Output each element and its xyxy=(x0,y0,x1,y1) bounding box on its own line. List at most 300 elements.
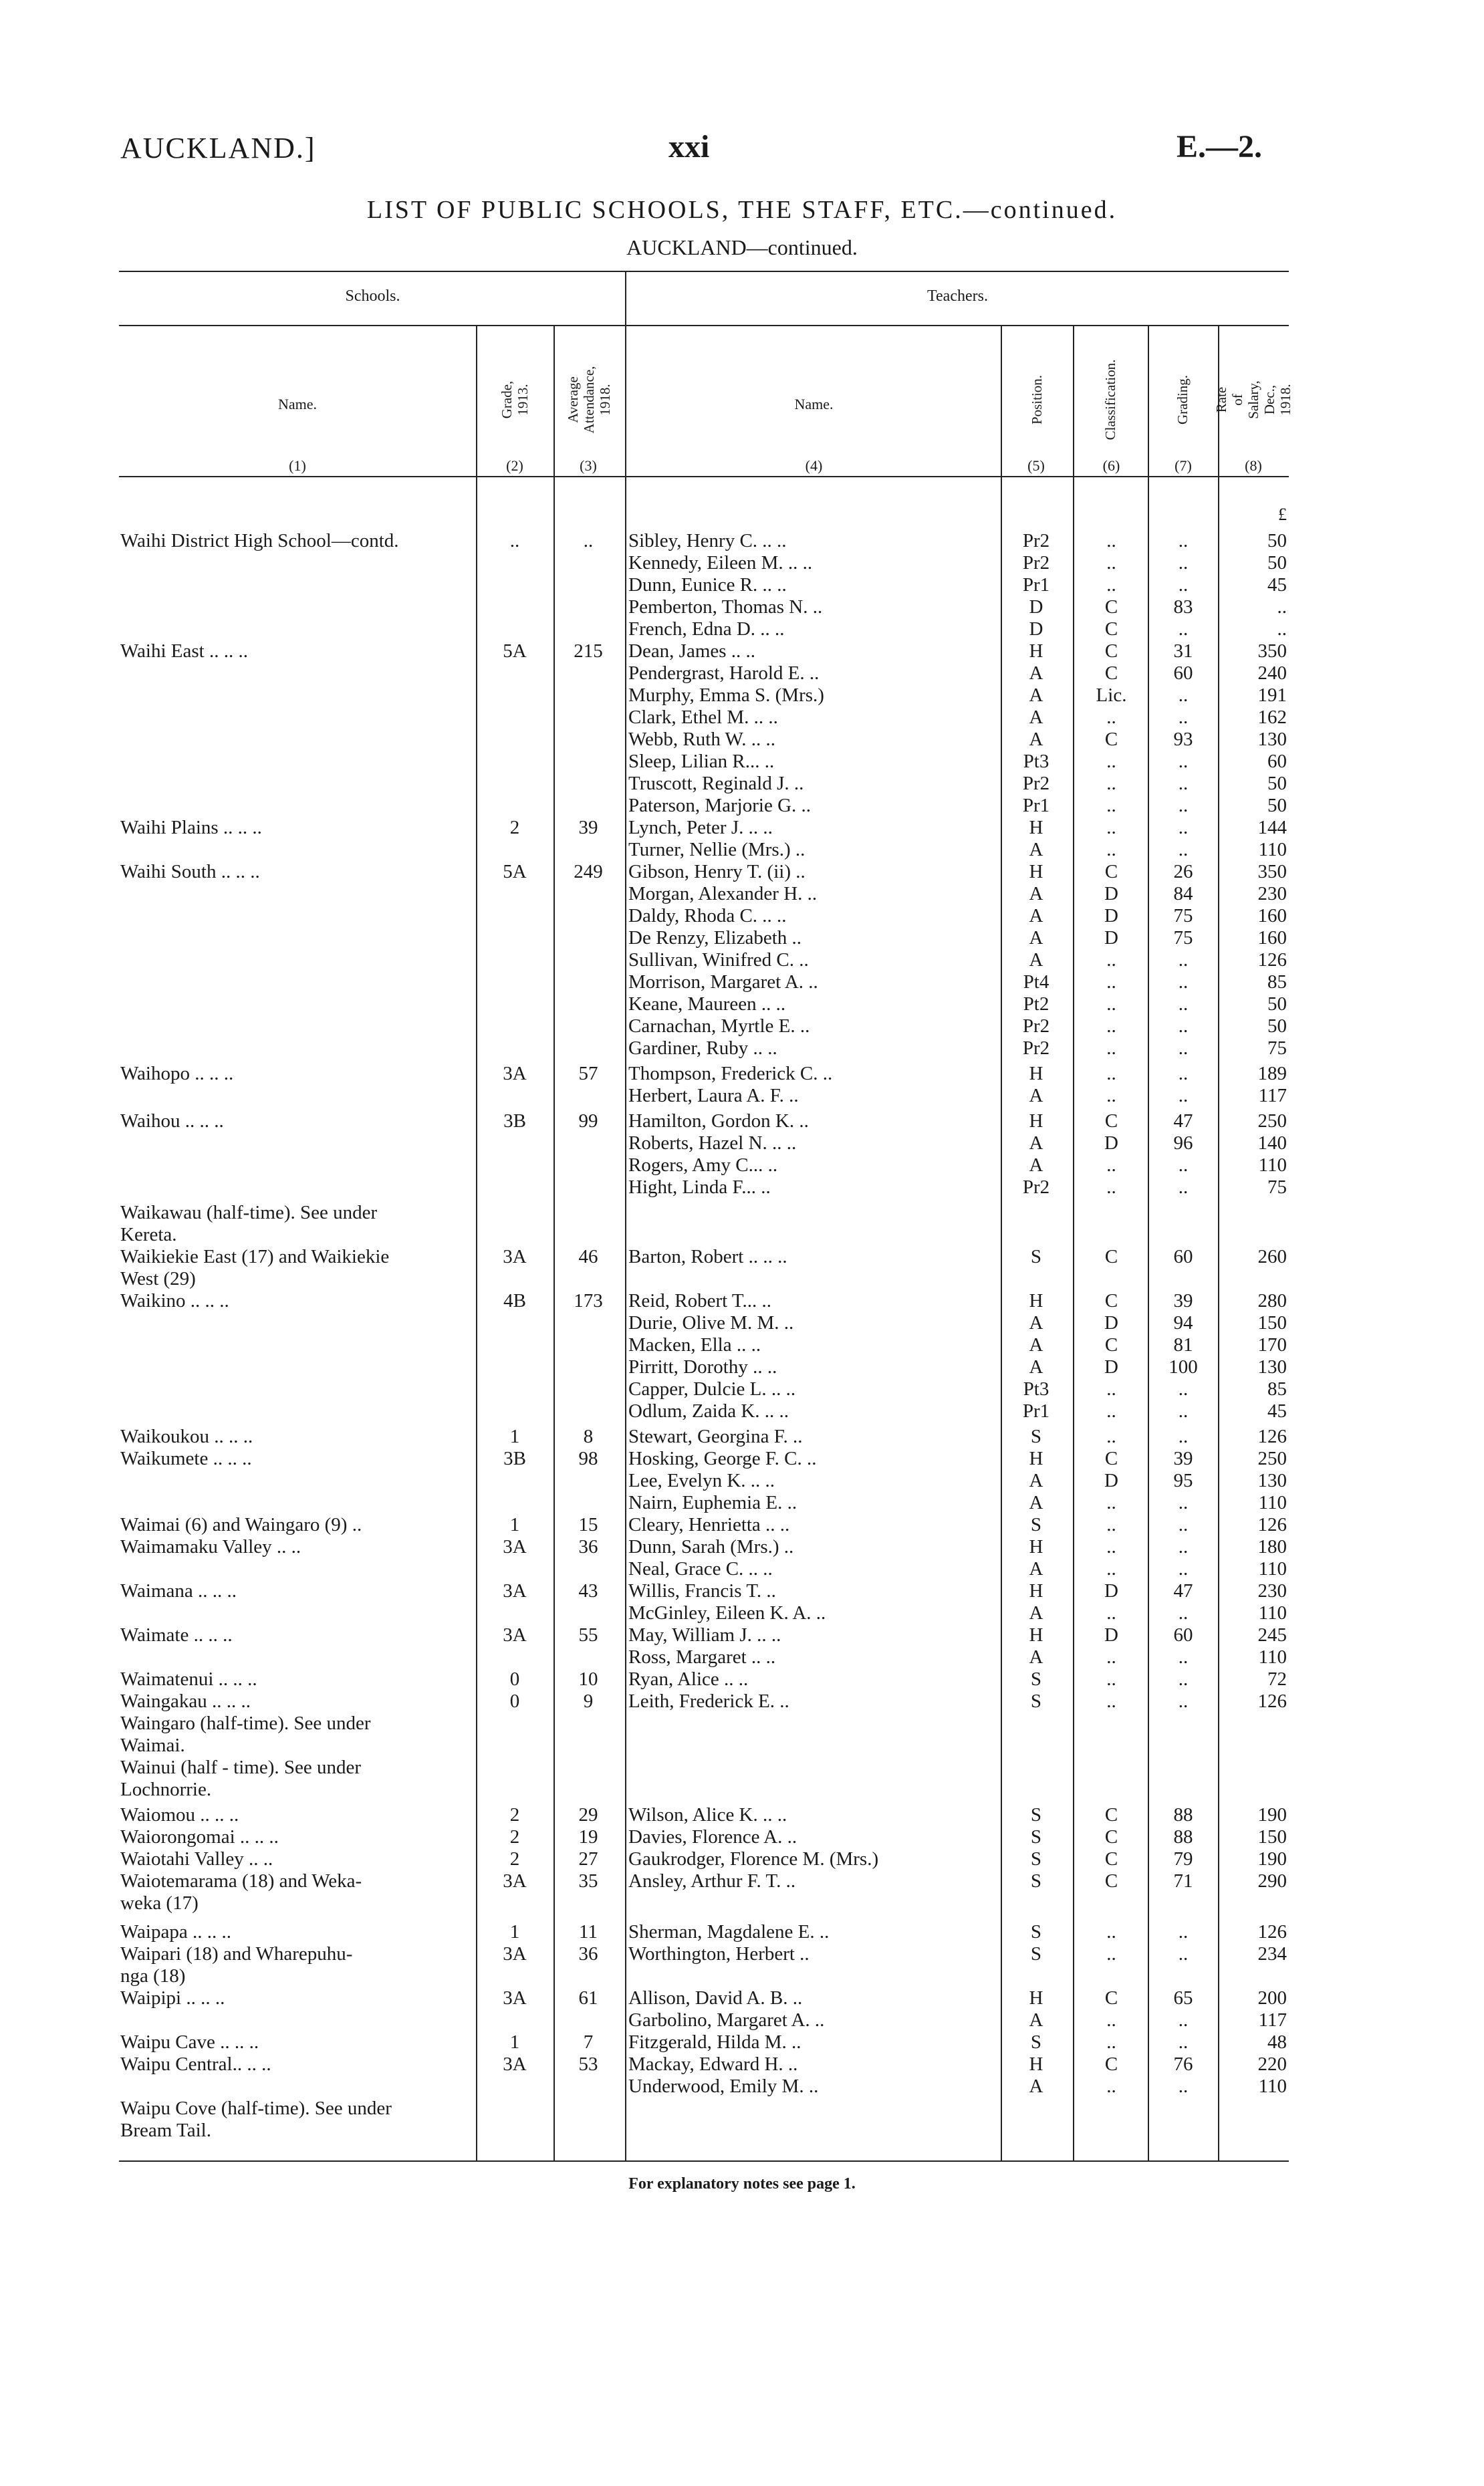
table-row xyxy=(0,1826,1484,1848)
table-row xyxy=(0,1987,1484,2009)
position-cell: H xyxy=(1029,1536,1043,1558)
position-cell: A xyxy=(1029,949,1043,971)
position-cell: Pr1 xyxy=(1022,795,1050,816)
grading-cell: .. xyxy=(1178,574,1189,596)
group-header-schools: Schools. xyxy=(345,287,400,305)
attendance-cell: 29 xyxy=(578,1804,598,1826)
grading-cell: .. xyxy=(1178,1154,1189,1176)
position-cell: A xyxy=(1029,1356,1043,1378)
position-cell: H xyxy=(1029,1580,1043,1602)
grading-cell: 75 xyxy=(1173,905,1193,926)
grading-cell: .. xyxy=(1178,839,1189,860)
grading-cell: .. xyxy=(1178,2031,1189,2053)
grade-cell: 2 xyxy=(509,817,520,838)
teacher-name-cell: Morrison, Margaret A. .. xyxy=(628,971,818,993)
school-name-cell: Waipipi .. .. .. xyxy=(120,1987,225,2009)
school-name-cell: Waingakau .. .. .. xyxy=(120,1691,251,1712)
salary-cell: 180 xyxy=(1257,1536,1287,1558)
teacher-name-cell: Rogers, Amy C... .. xyxy=(628,1154,778,1176)
table-row xyxy=(0,1176,1484,1199)
school-name-cell: Waipu Cove (half-time). See under xyxy=(120,2098,392,2119)
school-name-cell: Waikawau (half-time). See under xyxy=(120,1202,378,1223)
attendance-cell: 8 xyxy=(583,1426,594,1447)
position-cell: Pr2 xyxy=(1022,773,1050,794)
position-cell: A xyxy=(1029,1085,1043,1106)
grading-cell: 26 xyxy=(1173,861,1193,882)
school-name-cell: Waiotahi Valley .. .. xyxy=(120,1848,273,1870)
column-number: (8) xyxy=(1245,457,1262,474)
column-number: (4) xyxy=(805,457,823,474)
grading-cell: 94 xyxy=(1173,1312,1193,1334)
teacher-name-cell: Pirritt, Dorothy .. .. xyxy=(628,1356,777,1378)
grading-cell: .. xyxy=(1178,949,1189,971)
position-cell: H xyxy=(1029,1987,1043,2009)
column-header-teacher-name: Name. xyxy=(794,396,834,412)
grade-cell: 3A xyxy=(503,1624,527,1646)
grade-cell: 3B xyxy=(503,1110,526,1132)
table-row xyxy=(0,773,1484,795)
grading-cell: .. xyxy=(1178,552,1189,574)
school-name-cell: Waihi East .. .. .. xyxy=(120,640,248,662)
salary-cell: 50 xyxy=(1267,795,1287,816)
school-name-cell: Waikumete .. .. .. xyxy=(120,1448,252,1469)
grading-cell: 47 xyxy=(1173,1110,1193,1132)
position-cell: A xyxy=(1029,927,1043,949)
school-name-cell: Lochnorrie. xyxy=(120,1779,212,1800)
school-name-cell: Waikoukou .. .. .. xyxy=(120,1426,253,1447)
grade-cell: 5A xyxy=(503,640,527,662)
classification-cell: D xyxy=(1104,883,1118,904)
classification-cell: .. xyxy=(1106,1558,1116,1580)
table-row xyxy=(0,1037,1484,1060)
grading-cell: .. xyxy=(1178,1668,1189,1690)
grade-cell: 2 xyxy=(509,1848,520,1870)
position-cell: S xyxy=(1030,1943,1042,1965)
salary-cell: 48 xyxy=(1267,2031,1287,2053)
school-name-cell: Waiotemarama (18) and Weka- xyxy=(120,1870,362,1892)
salary-cell: 170 xyxy=(1257,1334,1287,1356)
teacher-name-cell: Sleep, Lilian R... .. xyxy=(628,751,775,772)
grade-cell: 3A xyxy=(503,1987,527,2009)
salary-cell: 190 xyxy=(1257,1848,1287,1870)
table-row xyxy=(0,618,1484,640)
attendance-cell: 215 xyxy=(574,640,603,662)
position-cell: A xyxy=(1029,707,1043,728)
classification-cell: .. xyxy=(1106,1378,1116,1400)
table-row xyxy=(0,1154,1484,1176)
classification-cell: Lic. xyxy=(1096,685,1127,706)
table-row xyxy=(0,685,1484,707)
classification-cell: D xyxy=(1104,1470,1118,1491)
table-row xyxy=(0,751,1484,773)
table-row xyxy=(0,1448,1484,1470)
classification-cell: D xyxy=(1104,1312,1118,1334)
classification-cell: .. xyxy=(1106,574,1116,596)
teacher-name-cell: Dunn, Sarah (Mrs.) .. xyxy=(628,1536,794,1558)
grading-cell: .. xyxy=(1178,2076,1189,2097)
grade-cell: 0 xyxy=(509,1668,520,1690)
position-cell: Pt4 xyxy=(1023,971,1049,993)
attendance-cell: 98 xyxy=(578,1448,598,1469)
classification-cell: .. xyxy=(1106,1176,1116,1198)
position-cell: S xyxy=(1030,1691,1042,1712)
teacher-name-cell: Kennedy, Eileen M. .. .. xyxy=(628,552,813,574)
grade-cell: .. xyxy=(509,530,520,551)
position-cell: A xyxy=(1029,1334,1043,1356)
grading-cell: 75 xyxy=(1173,927,1193,949)
teacher-name-cell: Hight, Linda F... .. xyxy=(628,1176,771,1198)
teacher-name-cell: Nairn, Euphemia E. .. xyxy=(628,1492,797,1513)
classification-cell: C xyxy=(1104,596,1118,618)
salary-cell: 150 xyxy=(1257,1826,1287,1848)
classification-cell: .. xyxy=(1106,1536,1116,1558)
classification-cell: C xyxy=(1104,1334,1118,1356)
position-cell: A xyxy=(1029,1154,1043,1176)
attendance-cell: 57 xyxy=(578,1063,598,1084)
grading-cell: 84 xyxy=(1173,883,1193,904)
classification-cell: .. xyxy=(1106,1154,1116,1176)
classification-cell: .. xyxy=(1106,751,1116,772)
grading-cell: .. xyxy=(1178,1536,1189,1558)
salary-cell: 117 xyxy=(1258,1085,1287,1106)
grading-cell: 93 xyxy=(1173,729,1193,750)
grading-cell: 39 xyxy=(1173,1290,1193,1312)
position-cell: A xyxy=(1029,839,1043,860)
column-number: (1) xyxy=(289,457,306,474)
grading-cell: .. xyxy=(1178,685,1189,706)
grading-cell: .. xyxy=(1178,1558,1189,1580)
position-cell: S xyxy=(1030,1870,1042,1892)
position-cell: A xyxy=(1029,1492,1043,1513)
teacher-name-cell: Odlum, Zaida K. .. .. xyxy=(628,1400,789,1422)
teacher-name-cell: Allison, David A. B. .. xyxy=(628,1987,803,2009)
teacher-name-cell: Ross, Margaret .. .. xyxy=(628,1646,776,1668)
salary-cell: 45 xyxy=(1267,1400,1287,1422)
attendance-cell: 10 xyxy=(578,1668,598,1690)
position-cell: Pr2 xyxy=(1022,552,1050,574)
salary-cell: 350 xyxy=(1257,640,1287,662)
grading-cell: .. xyxy=(1178,618,1189,640)
table-row xyxy=(0,1870,1484,1892)
table-row xyxy=(0,795,1484,817)
grading-cell: 88 xyxy=(1173,1826,1193,1848)
school-name-cell: Waikiekie East (17) and Waikiekie xyxy=(120,1246,390,1267)
document-code: E.—2. xyxy=(1177,129,1263,164)
salary-cell: 110 xyxy=(1258,2076,1287,2097)
salary-cell: 110 xyxy=(1258,1492,1287,1513)
grade-cell: 3A xyxy=(503,1063,527,1084)
salary-cell: 160 xyxy=(1257,927,1287,949)
teacher-name-cell: Keane, Maureen .. .. xyxy=(628,993,786,1015)
table-row xyxy=(0,1063,1484,1085)
teacher-name-cell: Paterson, Marjorie G. .. xyxy=(628,795,812,816)
classification-cell: C xyxy=(1104,1987,1118,2009)
school-name-cell: Waihi District High School—contd. xyxy=(120,530,399,551)
table-row xyxy=(0,1965,1484,1987)
school-name-cell: Waimana .. .. .. xyxy=(120,1580,237,1602)
salary-cell: 50 xyxy=(1267,993,1287,1015)
running-header-left: AUCKLAND.] xyxy=(120,132,316,164)
table-row xyxy=(0,1624,1484,1646)
classification-cell: .. xyxy=(1106,1646,1116,1668)
table-row xyxy=(0,707,1484,729)
table-row xyxy=(0,1400,1484,1422)
classification-cell: .. xyxy=(1106,1037,1116,1059)
salary-cell: 260 xyxy=(1257,1246,1287,1267)
grading-cell: .. xyxy=(1178,1514,1189,1535)
table-row xyxy=(0,729,1484,751)
classification-cell: .. xyxy=(1106,1492,1116,1513)
grading-cell: .. xyxy=(1178,1037,1189,1059)
school-name-cell: nga (18) xyxy=(120,1965,186,1987)
classification-cell: .. xyxy=(1106,817,1116,838)
table-row xyxy=(0,530,1484,552)
grading-cell: 60 xyxy=(1173,1246,1193,1267)
teacher-name-cell: Ryan, Alice .. .. xyxy=(628,1668,749,1690)
school-name-cell: Waiomou .. .. .. xyxy=(120,1804,239,1826)
classification-cell: .. xyxy=(1106,1514,1116,1535)
position-cell: A xyxy=(1029,729,1043,750)
table-row xyxy=(0,2031,1484,2054)
salary-cell: 240 xyxy=(1257,662,1287,684)
grade-cell: 5A xyxy=(503,861,527,882)
table-row xyxy=(0,1426,1484,1448)
column-number: (5) xyxy=(1027,457,1045,474)
classification-cell: .. xyxy=(1106,2009,1116,2031)
position-cell: A xyxy=(1029,1312,1043,1334)
classification-cell: .. xyxy=(1106,949,1116,971)
teacher-name-cell: Gibson, Henry T. (ii) .. xyxy=(628,861,806,882)
table-row xyxy=(0,1356,1484,1378)
classification-cell: .. xyxy=(1106,795,1116,816)
grading-cell: 65 xyxy=(1173,1987,1193,2009)
classification-cell: .. xyxy=(1106,2031,1116,2053)
teacher-name-cell: Ansley, Arthur F. T. .. xyxy=(628,1870,796,1892)
school-name-cell: West (29) xyxy=(120,1268,196,1289)
position-cell: Pt3 xyxy=(1023,1378,1049,1400)
position-cell: Pr2 xyxy=(1022,530,1050,551)
school-name-cell: Waipari (18) and Wharepuhu- xyxy=(120,1943,353,1965)
position-cell: D xyxy=(1029,596,1043,618)
salary-cell: 144 xyxy=(1257,817,1287,838)
table-row xyxy=(0,1558,1484,1580)
salary-cell: 110 xyxy=(1258,839,1287,860)
salary-cell: 234 xyxy=(1257,1943,1287,1965)
column-number: (3) xyxy=(580,457,597,474)
table-row xyxy=(0,839,1484,861)
salary-cell: 50 xyxy=(1267,773,1287,794)
table-row xyxy=(0,1646,1484,1668)
table-row xyxy=(0,1757,1484,1779)
salary-cell: 110 xyxy=(1258,1646,1287,1668)
table-row xyxy=(0,883,1484,905)
position-cell: S xyxy=(1030,1668,1042,1690)
grading-cell: 100 xyxy=(1168,1356,1198,1378)
position-cell: A xyxy=(1029,883,1043,904)
table-row xyxy=(0,1246,1484,1268)
position-cell: H xyxy=(1029,861,1043,882)
salary-cell: 140 xyxy=(1257,1132,1287,1154)
teacher-name-cell: Roberts, Hazel N. .. .. xyxy=(628,1132,797,1154)
grading-cell: .. xyxy=(1178,971,1189,993)
table-row xyxy=(0,1668,1484,1691)
grading-cell: .. xyxy=(1178,1943,1189,1965)
table-row xyxy=(0,817,1484,839)
grading-cell: .. xyxy=(1178,1691,1189,1712)
salary-cell: 191 xyxy=(1257,685,1287,706)
grade-cell: 1 xyxy=(509,2031,520,2053)
grading-cell: .. xyxy=(1178,795,1189,816)
teacher-name-cell: Neal, Grace C. .. .. xyxy=(628,1558,773,1580)
classification-cell: C xyxy=(1104,1826,1118,1848)
group-header-rule xyxy=(119,325,1289,326)
grade-cell: 3A xyxy=(503,1580,527,1602)
classification-cell: .. xyxy=(1106,773,1116,794)
classification-cell: .. xyxy=(1106,1691,1116,1712)
classification-cell: .. xyxy=(1106,993,1116,1015)
table-row xyxy=(0,1290,1484,1312)
grade-cell: 3A xyxy=(503,1943,527,1965)
salary-cell: 245 xyxy=(1257,1624,1287,1646)
grading-cell: .. xyxy=(1178,1426,1189,1447)
grading-cell: .. xyxy=(1178,2009,1189,2031)
grading-cell: 39 xyxy=(1173,1448,1193,1469)
position-cell: Pr2 xyxy=(1022,1176,1050,1198)
table-row xyxy=(0,552,1484,574)
position-cell: S xyxy=(1030,1246,1042,1267)
teacher-name-cell: Murphy, Emma S. (Mrs.) xyxy=(628,685,824,706)
table-row xyxy=(0,1804,1484,1826)
classification-cell: .. xyxy=(1106,1426,1116,1447)
table-row xyxy=(0,1492,1484,1514)
classification-cell: C xyxy=(1104,640,1118,662)
position-cell: A xyxy=(1029,685,1043,706)
salary-cell: .. xyxy=(1277,618,1287,640)
position-cell: A xyxy=(1029,2076,1043,2097)
position-cell: H xyxy=(1029,640,1043,662)
classification-cell: .. xyxy=(1106,2076,1116,2097)
teacher-name-cell: Gardiner, Ruby .. .. xyxy=(628,1037,777,1059)
classification-cell: .. xyxy=(1106,1400,1116,1422)
school-name-cell: Waipapa .. .. .. xyxy=(120,1921,231,1943)
grading-cell: 71 xyxy=(1173,1870,1193,1892)
teacher-name-cell: Webb, Ruth W. .. .. xyxy=(628,729,776,750)
page-subtitle: AUCKLAND—continued. xyxy=(626,235,858,259)
salary-cell: 290 xyxy=(1257,1870,1287,1892)
grading-cell: .. xyxy=(1178,993,1189,1015)
salary-cell: 230 xyxy=(1257,883,1287,904)
attendance-cell: 39 xyxy=(578,817,598,838)
attendance-cell: 7 xyxy=(583,2031,594,2053)
column-number: (6) xyxy=(1102,457,1120,474)
position-cell: A xyxy=(1029,1470,1043,1491)
classification-cell: .. xyxy=(1106,1085,1116,1106)
salary-cell: 162 xyxy=(1257,707,1287,728)
grade-cell: 3A xyxy=(503,1870,527,1892)
classification-cell: .. xyxy=(1106,839,1116,860)
classification-cell: C xyxy=(1104,861,1118,882)
table-row xyxy=(0,2120,1484,2142)
salary-cell: 110 xyxy=(1258,1154,1287,1176)
attendance-cell: 9 xyxy=(583,1691,594,1712)
teacher-name-cell: Underwood, Emily M. .. xyxy=(628,2076,819,2097)
school-name-cell: Kereta. xyxy=(120,1224,177,1245)
classification-cell: D xyxy=(1104,1624,1118,1646)
table-row xyxy=(0,861,1484,883)
teacher-name-cell: Sullivan, Winifred C. .. xyxy=(628,949,809,971)
attendance-cell: 61 xyxy=(578,1987,598,2009)
salary-cell: 126 xyxy=(1257,949,1287,971)
position-cell: S xyxy=(1030,1848,1042,1870)
school-name-cell: Waihopo .. .. .. xyxy=(120,1063,234,1084)
salary-cell: 160 xyxy=(1257,905,1287,926)
grading-cell: 47 xyxy=(1173,1580,1193,1602)
teacher-name-cell: Gaukrodger, Florence M. (Mrs.) xyxy=(628,1848,879,1870)
teacher-name-cell: McGinley, Eileen K. A. .. xyxy=(628,1602,826,1624)
teacher-name-cell: Sibley, Henry C. .. .. xyxy=(628,530,787,551)
grading-cell: .. xyxy=(1178,707,1189,728)
salary-cell: 110 xyxy=(1258,1602,1287,1624)
grading-cell: .. xyxy=(1178,1602,1189,1624)
attendance-cell: 99 xyxy=(578,1110,598,1132)
attendance-cell: 27 xyxy=(578,1848,598,1870)
school-name-cell: Waihou .. .. .. xyxy=(120,1110,224,1132)
teacher-name-cell: Pendergrast, Harold E. .. xyxy=(628,662,820,684)
classification-cell: C xyxy=(1104,2054,1118,2075)
teacher-name-cell: Hamilton, Gordon K. .. xyxy=(628,1110,809,1132)
attendance-cell: 55 xyxy=(578,1624,598,1646)
classification-cell: C xyxy=(1104,1848,1118,1870)
attendance-cell: .. xyxy=(583,530,594,551)
position-cell: S xyxy=(1030,1826,1042,1848)
table-row xyxy=(0,1735,1484,1757)
salary-unit: £ xyxy=(1278,505,1287,524)
school-name-cell: weka (17) xyxy=(120,1892,199,1914)
teacher-name-cell: Thompson, Frederick C. .. xyxy=(628,1063,833,1084)
position-cell: A xyxy=(1029,905,1043,926)
grade-cell: 1 xyxy=(509,1426,520,1447)
salary-cell: 189 xyxy=(1257,1063,1287,1084)
position-cell: H xyxy=(1029,1063,1043,1084)
table-row xyxy=(0,1378,1484,1400)
school-name-cell: Waingaro (half-time). See under xyxy=(120,1713,371,1734)
classification-cell: C xyxy=(1104,1448,1118,1469)
grading-cell: .. xyxy=(1178,1400,1189,1422)
teacher-name-cell: Daldy, Rhoda C. .. .. xyxy=(628,905,787,926)
grading-cell: 60 xyxy=(1173,1624,1193,1646)
grading-cell: .. xyxy=(1178,817,1189,838)
teacher-name-cell: Reid, Robert T... .. xyxy=(628,1290,771,1312)
table-row xyxy=(0,1085,1484,1107)
grading-cell: .. xyxy=(1178,1063,1189,1084)
classification-cell: D xyxy=(1104,1132,1118,1154)
classification-cell: D xyxy=(1104,1356,1118,1378)
school-name-cell: Waimatenui .. .. .. xyxy=(120,1668,257,1690)
grading-cell: .. xyxy=(1178,1015,1189,1037)
salary-cell: 60 xyxy=(1267,751,1287,772)
grade-cell: 3A xyxy=(503,1536,527,1558)
attendance-cell: 46 xyxy=(578,1246,598,1267)
position-cell: A xyxy=(1029,2009,1043,2031)
salary-cell: 117 xyxy=(1258,2009,1287,2031)
grading-cell: .. xyxy=(1178,1176,1189,1198)
position-cell: H xyxy=(1029,1624,1043,1646)
school-name-cell: Waimai (6) and Waingaro (9) .. xyxy=(120,1514,362,1535)
grading-cell: 88 xyxy=(1173,1804,1193,1826)
table-row xyxy=(0,2009,1484,2031)
position-cell: H xyxy=(1029,1290,1043,1312)
classification-cell: .. xyxy=(1106,1943,1116,1965)
